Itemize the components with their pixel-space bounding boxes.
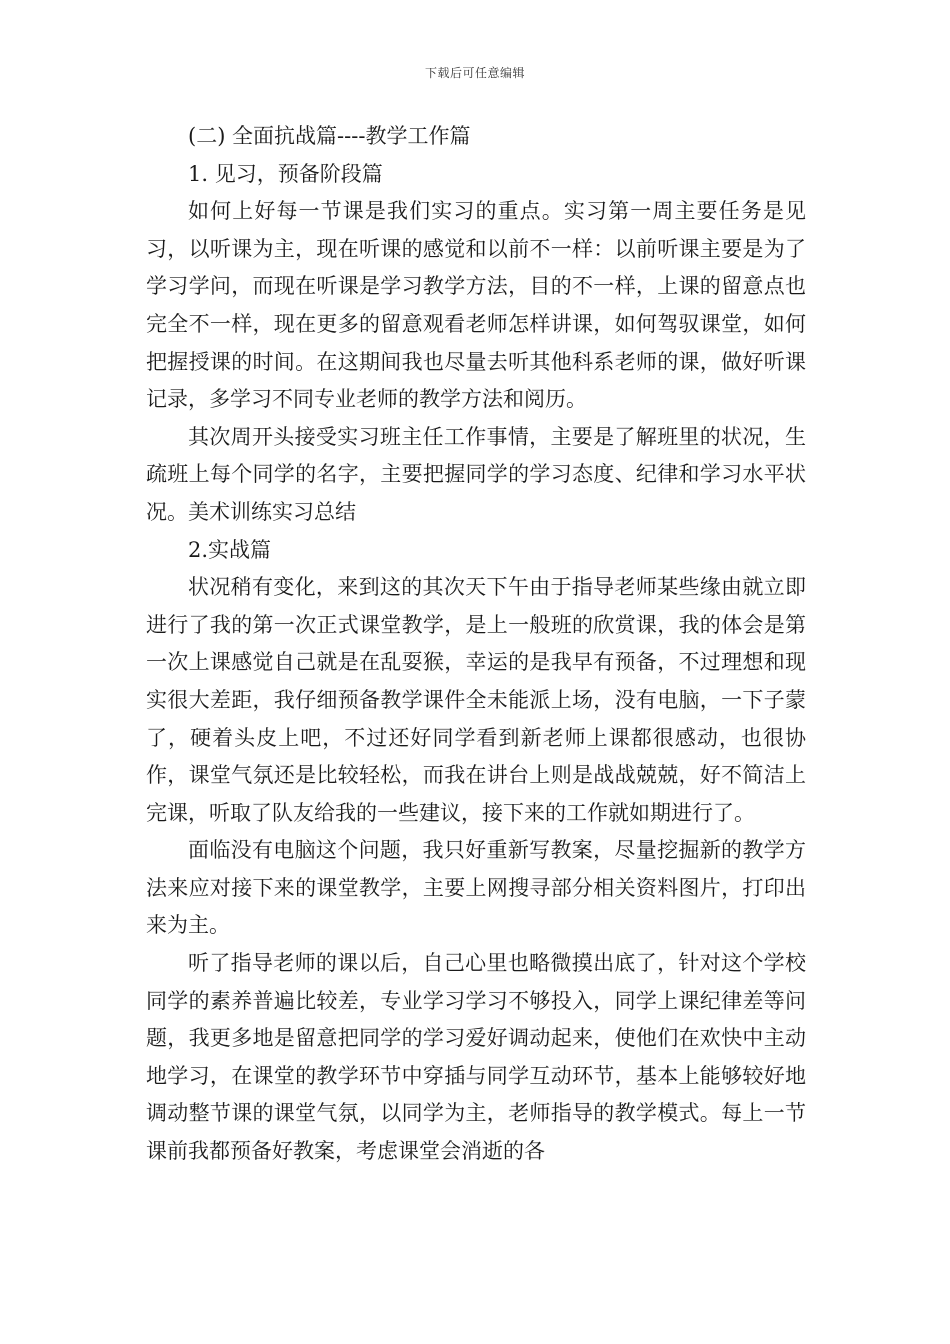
- section-title: (二) 全面抗战篇----教学工作篇: [188, 124, 471, 148]
- paragraph-3: 状况稍有变化，来到这的其次天下午由于指导老师某些缘由就立即进行了我的第一次正式课堂教学，是上一般班的欣赏课，我的体会是第一次上课感觉自己就是在乱耍猴，幸运的是我早有预备，不过理想和现实很大差距，我仔细预备教学课件全未能派上场，没有电脑，一下子蒙了，硬着头皮上吧，不过还好同学看到新老师上课都很感动，也很协作，课堂气氛还是比较轻松，而我在讲台上则是战战兢兢，好不简洁上完课，听取了队友给我的一些建议，接下来的工作就如期进行了。: [146, 575, 806, 825]
- paragraph-2: 其次周开头接受实习班主任工作事情，主要是了解班里的状况，生疏班上每个同学的名字，主要把握同学的学习态度、纪律和学习水平状况。美术训练实习总结: [146, 424, 806, 524]
- paragraph-1: 如何上好每一节课是我们实习的重点。实习第一周主要任务是见习，以听课为主，现在听课的感觉和以前不一样：以前听课主要是为了学习学问，而现在听课是学习教学方法，目的不一样，上课的留意点也完全不一样，现在更多的留意观看老师怎样讲课，如何驾驭课堂，如何把握授课的时间。在这期间我也尽量去听其他科系老师的课，做好听课记录，多学习不同专业老师的教学方法和阅历。: [146, 199, 806, 412]
- header-note: 下载后可任意编辑: [424, 66, 525, 80]
- subsection-title-1: 1. 见习，预备阶段篇: [188, 161, 383, 186]
- paragraph-5: 听了指导老师的课以后，自己心里也略微摸出底了，针对这个学校同学的素养普遍比较差，专业学习学习不够投入，同学上课纪律差等问题，我更多地是留意把同学的学习爱好调动起来，使他们在欢快中主动地学习，在课堂的教学环节中穿插与同学互动环节，基本上能够较好地调动整节课的课堂气氛，以同学为主，老师指导的教学模式。每上一节课前我都预备好教案，考虑课堂会消逝的各: [146, 951, 806, 1164]
- document-body: [146, 118, 806, 1171]
- subsection-title-2: 2.实战篇: [188, 537, 272, 562]
- paragraph-4: 面临没有电脑这个问题，我只好重新写教案，尽量挖掘新的教学方法来应对接下来的课堂教学，主要上网搜寻部分相关资料图片，打印出来为主。: [146, 838, 806, 938]
